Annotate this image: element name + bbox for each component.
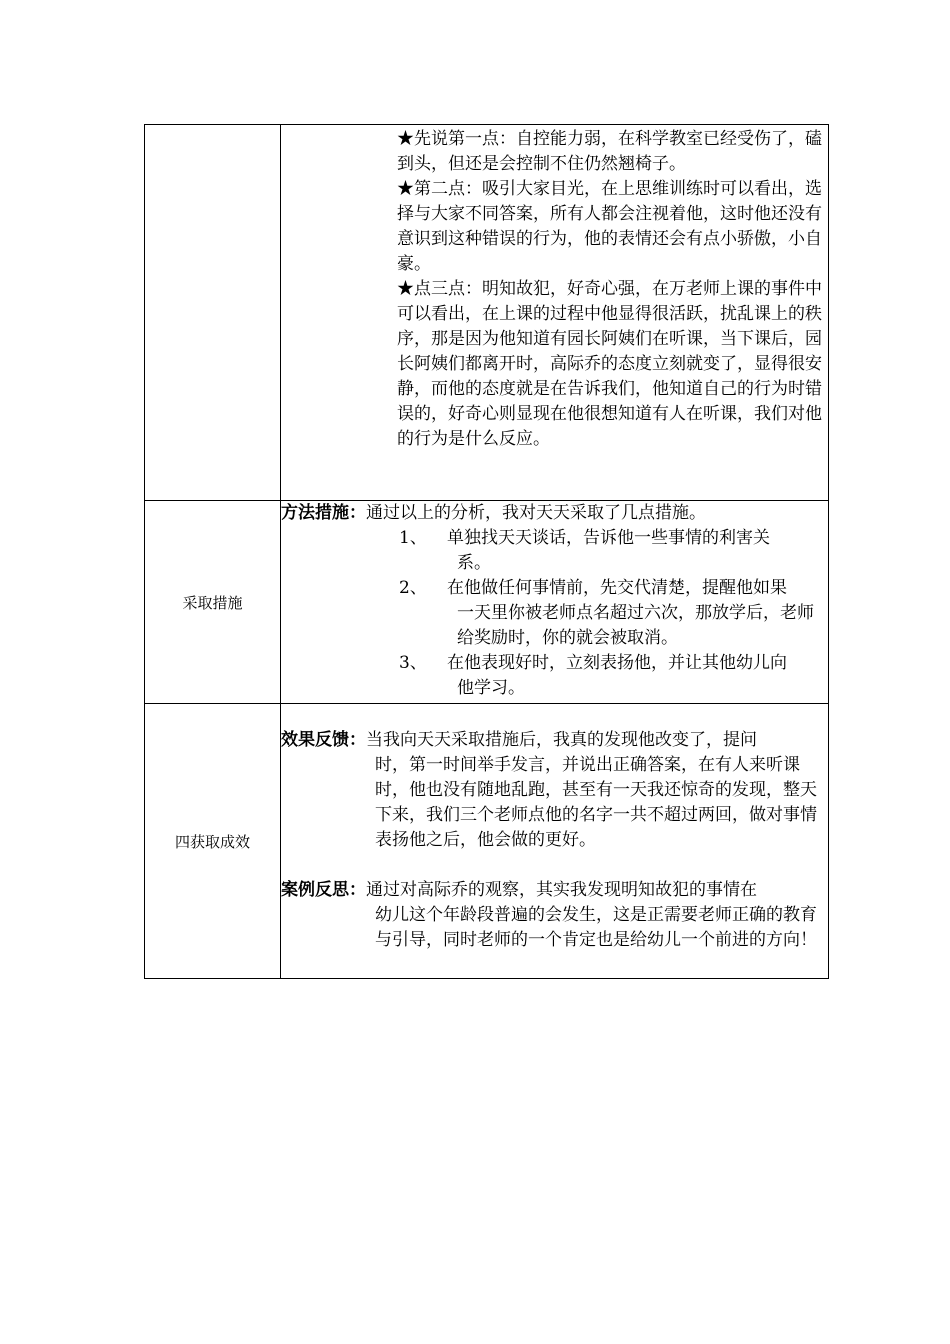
measure-text-cont: 系。 [457,553,491,573]
measures-list [281,526,828,703]
measures-label-cell: 采取措施 [145,501,281,704]
measure-number: 3、 [399,653,427,673]
reflection-first-line: 通过对高际乔的观察，其实我发现明知故犯的事情在 [366,880,757,900]
point-2: ★第二点：吸引大家目光，在上思维训练时可以看出，选择与大家不同答案，所有人都会注视着他，这时他还没有意识到这种错误的行为，他的表情还会有点小骄傲，小自豪。 [397,179,822,274]
feedback-heading: 效果反馈： [281,730,366,750]
measures-row [145,501,829,704]
analysis-label-cell [145,125,281,501]
analysis-row [145,125,829,501]
measure-text-cont: 他学习。 [457,678,525,698]
feedback-text: 时，第一时间举手发言，并说出正确答案，在有人来听课时，他也没有随地乱跑，甚至有一天我还惊奇的发现，整天下来，我们三个老师点他的名字一共不超过两回，做对事情表扬他之后，他会做的更好。 [375,755,817,850]
measure-text: 在他做任何事情前，先交代清楚，提醒他如果 [447,578,787,598]
results-content-cell [281,704,829,979]
measure-number: 2、 [399,578,427,598]
measure-text-cont: 一天里你被老师点名超过六次，那放学后，老师给奖励时，你的就会被取消。 [457,603,814,648]
reflection-text: 幼儿这个年龄段普遍的会发生，这是正需要老师正确的教育与引导，同时老师的一个肯定也是给幼儿一个前进的方向！ [375,905,817,950]
measure-number: 1、 [399,528,427,548]
measures-content-cell [281,501,829,704]
analysis-content-cell [281,125,829,501]
measures-intro: 通过以上的分析，我对天天采取了几点措施。 [366,503,706,523]
reflection-heading: 案例反思： [281,880,366,900]
results-row [145,704,829,979]
measure-item [399,576,828,651]
measure-item [399,526,828,576]
measures-heading: 方法措施： [281,503,366,523]
results-label-cell: 四获取成效 [145,704,281,979]
point-3: ★点三点：明知故犯，好奇心强，在万老师上课的事件中可以看出，在上课的过程中他显得很活跃，扰乱课上的秩序，那是因为他知道有园长阿姨们在听课，当下课后，园长阿姨们都离开时，高际乔的态度立刻就变了，显得很安静，而他的态度就是在告诉我们，他知道自己的行为时错误的，好奇心则显现在他很想知道有人在听课，我们对他的行为是什么反应。 [397,279,822,449]
measure-item [399,651,828,701]
case-table [144,124,829,979]
measures-header [281,501,828,526]
measure-text: 在他表现好时，立刻表扬他，并让其他幼儿向 [447,653,787,673]
feedback-first-line: 当我向天天采取措施后，我真的发现他改变了，提问 [366,730,757,750]
analysis-points [281,125,828,474]
measure-text: 单独找天天谈话，告诉他一些事情的利害关 [447,528,770,548]
feedback-section [281,704,828,957]
point-1: ★先说第一点：自控能力弱，在科学教室已经受伤了，磕到头，但还是会控制不住仍然翘椅子。 [397,129,822,174]
